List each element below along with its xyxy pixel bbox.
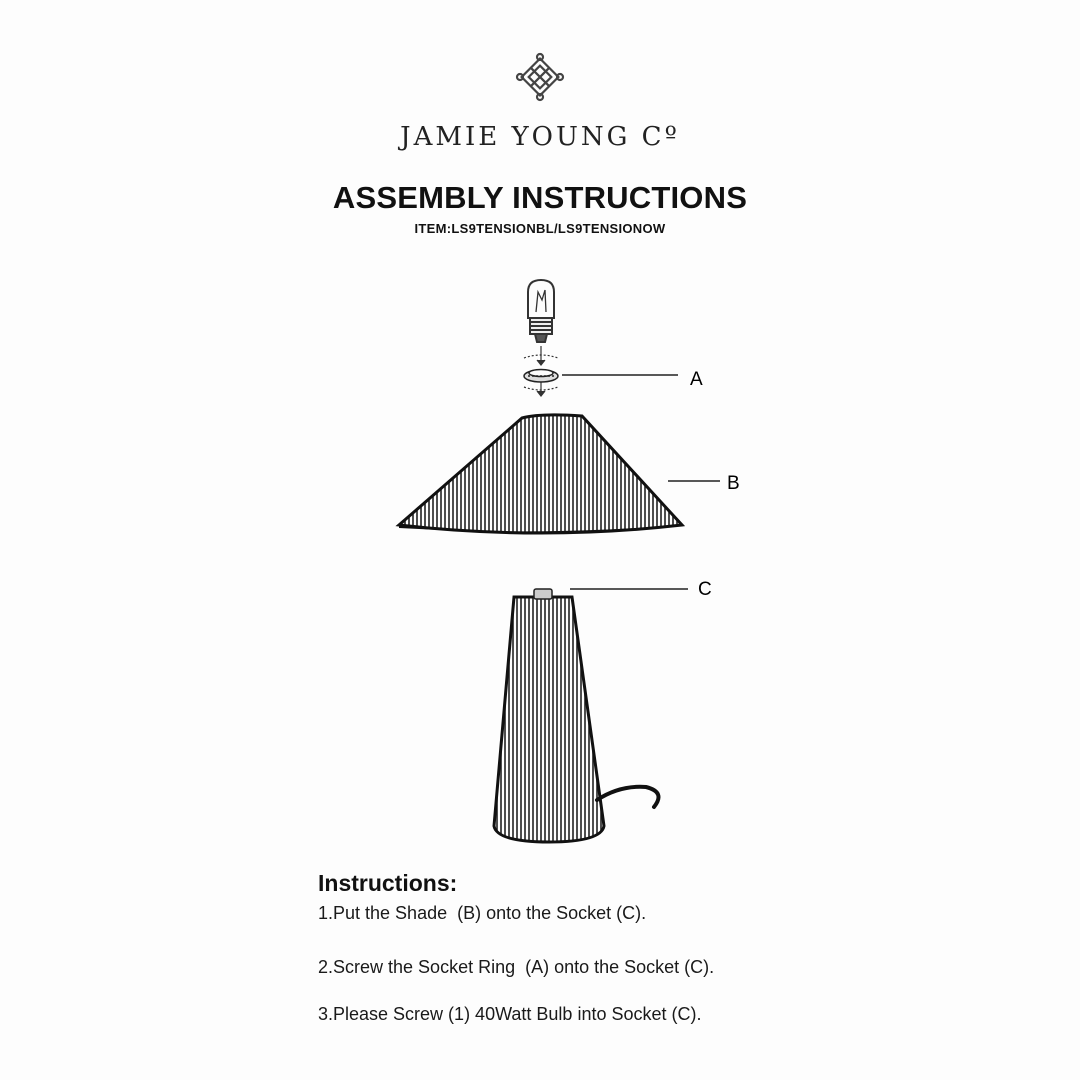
power-cord xyxy=(597,787,659,807)
instruction-step-1: 1.Put the Shade (B) onto the Socket (C). xyxy=(318,903,647,923)
instructions-heading: Instructions: xyxy=(318,870,458,896)
socket-ring-a xyxy=(524,370,558,383)
endless-knot-icon xyxy=(515,52,565,102)
callout-label-c: C xyxy=(698,579,712,600)
socket-c xyxy=(534,589,552,599)
callout-label-a: A xyxy=(690,369,703,390)
instruction-step-2: 2.Screw the Socket Ring (A) onto the Socket (C). xyxy=(318,957,715,977)
assembly-diagram xyxy=(0,270,1080,870)
page-title: ASSEMBLY INSTRUCTIONS xyxy=(332,180,748,215)
brand-name: JAMIE YOUNG Cº xyxy=(400,122,680,152)
lamp-shade-b xyxy=(399,415,682,533)
instruction-step-3: 3.Please Screw (1) 40Watt Bulb into Socket (C). xyxy=(318,1004,702,1024)
lamp-base-c xyxy=(494,597,604,842)
callout-label-b: B xyxy=(727,473,740,494)
bulb-icon xyxy=(528,280,554,342)
item-code: ITEM:LS9TENSIONBL/LS9TENSIONOW xyxy=(414,221,666,236)
